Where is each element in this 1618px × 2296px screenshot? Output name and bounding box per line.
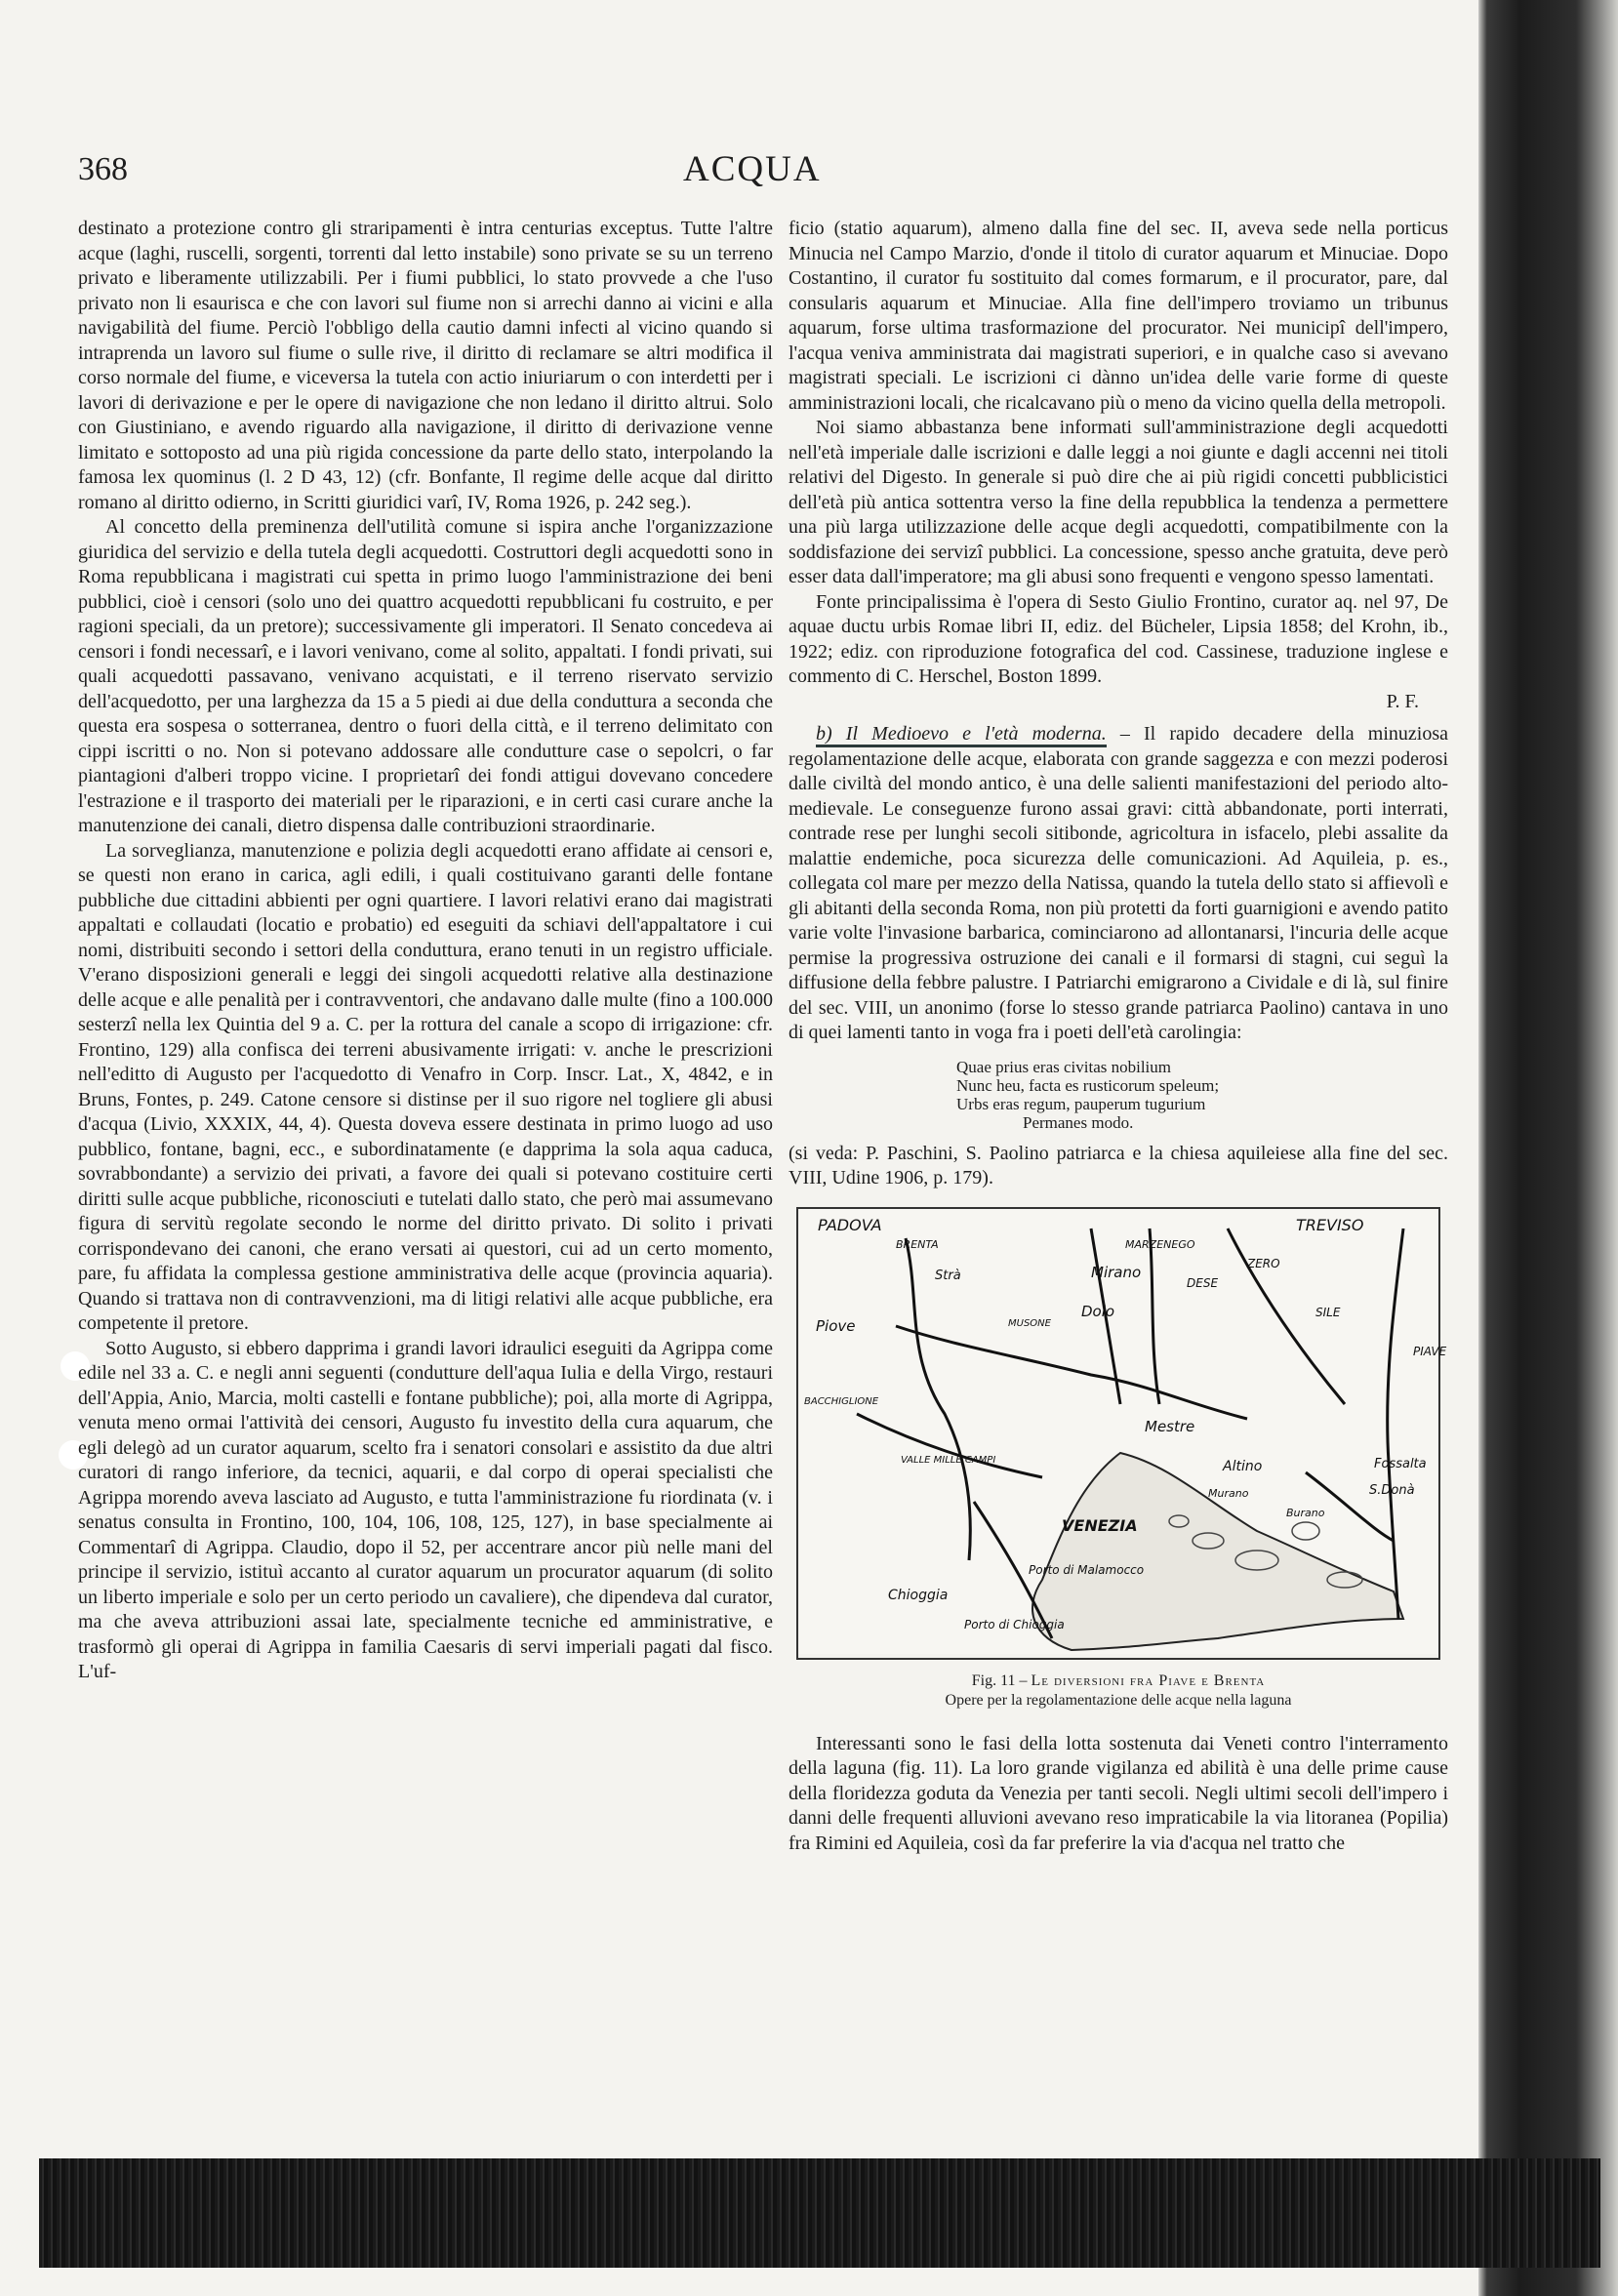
map-label-fossalta: Fossalta <box>1374 1456 1427 1471</box>
map-label-s-dona: S.Donà <box>1369 1482 1415 1498</box>
map-label-marzenego: MARZENEGO <box>1125 1237 1195 1251</box>
map-label-venezia: VENEZIA <box>1062 1515 1138 1535</box>
map-label-chioggia: Chioggia <box>888 1587 949 1603</box>
map-label-burano: Burano <box>1286 1506 1325 1519</box>
map-figure <box>796 1207 1447 1660</box>
map-label-porto-malamocco: Porto di Malamocco <box>1029 1562 1145 1577</box>
paragraph: ficio (statio aquarum), almeno dalla fine del sec. II, aveva sede nella porticus Minucia nel Campo Marzio, d'onde il titolo di curator aquarum et Minuciae. Dopo Costantino, il curator fu sostituito dal comes formarum, e il procurator, pare, dal consularis aquarum et Minuciae. Alla fine dell'impero troviamo un tribunus aquarum, forse ultima trasformazione del procurator. Nei municipî dell'impero, l'acqua veniva amministrata dai magistrati superiori, e in qualche caso si avevano magistrati speciali. Le iscrizioni ci dànno un'idea delle varie forme di queste amministrazioni locali, che ricalcavano più o meno da vicino quella della metropoli. <box>789 218 1448 414</box>
paragraph: Sotto Augusto, si ebbero dapprima i grandi lavori idraulici eseguiti da Agrippa come edile nel 33 a. C. e negli anni seguenti (condutture dell'aqua Iulia e della Virgo, restauri dell'Appia, Anio, Marcia, molti castelli e fontane pubbliche); poi, alla morte di Agrippa, venuta meno ormai l'attività dei censori, Augusto fu investito della cura aquarum, che egli delegò ad un curator aquarum, scelto fra i senatori consolari e assistito da due altri curatori di rango inferiore, da tecnici, aquarii, e dal corpo di operai specialisti che Agrippa morendo aveva lasciato ad Augusto, e tutta l'amministrazione fu riordinata (v. i senatus consulta in Frontino, 100, 104, 106, 108, 125, 127), in base specialmente ai Commentarî di Agrippa. Claudio, dopo il 52, per accentrare ancor più nelle mani del principe il servizio, istituì accanto al curator aquarum un procurator aquarum (di solito un liberto imperiale e solo per un certo periodo un cavaliere), che dipendeva dal curator, ma che aveva attribuzioni assai late, specialmente tecniche ed amministrative, e trasformò gli operai di Agrippa in familia Caesaris di servi imperiali pagati dal fisco. L'uf- <box>78 1337 773 1682</box>
map-label-dolo: Dolo <box>1081 1302 1115 1320</box>
figure-caption <box>789 1672 1448 1711</box>
scan-page-edge <box>1478 0 1618 2296</box>
caption-number: Fig. 11 – <box>971 1672 1028 1689</box>
paragraph: destinato a protezione contro gli straripamenti è intra centurias exceptus. Tutte l'altre acque (laghi, ruscelli, sorgenti, torrenti dal letto instabile) sono private se su un terreno privato e liberamente utilizzabili. Per i fiumi pubblici, lo stato provvede a che l'uso privato non li esaurisca e che con lavori sul fiume non si arrechi danno ai vicini e alla navigabilità del fiume. Perciò l'obbligo della cautio damni infecti al vicino quando si intraprenda un lavoro sul fiume o sulle rive, il diritto di reclamare se altri modifica il corso normale del fiume, e viceversa la tutela con actio iniuriarum o con interdetti per i lavori di derivazione e per le opere di navigazione che non ledano il diritto altrui. Solo con Giustiniano, e avendo riguardo alla navigazione, il diritto di derivazione venne limitato e sottoposto ad una più rigida concessione da parte dello stato, interpolando la famosa lex quominus (l. 2 D 43, 12) (cfr. Bonfante, Il regime delle acque dal diritto romano al diritto odierno, in Scritti giuridici varî, IV, Roma 1926, p. 242 seg.). <box>78 218 773 513</box>
map-label-porto-chioggia: Porto di Chioggia <box>964 1617 1065 1631</box>
map-label-muson: MUSONE <box>1008 1317 1051 1329</box>
paragraph: Interessanti sono le fasi della lotta sostenuta dai Veneti contro l'interramento della laguna (fig. 11). La loro grande vigilanza ed abilità è una delle prime cause della floridezza goduta da Venezia per tanti secoli. Negli ultimi secoli dell'impero i danni delle frequenti alluvioni avevano reso impraticabile la via litoranea (Popilia) fra Rimini ed Aquileia, così da far preferire la via d'acqua nel tratto che <box>789 1732 1448 1854</box>
scan-bottom-band <box>39 2158 1600 2268</box>
map-label-altino: Altino <box>1223 1458 1263 1474</box>
paragraph: Al concetto della preminenza dell'utilità comune si ispira anche l'organizzazione giuridica del servizio e della tutela degli acquedotti. Costruttori degli acquedotti sono in Roma repubblicana i magistrati cui spetta in primo luogo l'amministrazione dei beni pubblici, cioè i censori (solo uno dei quattro acquedotti repubblicani fu costruito, e per ragioni speciali, da un pretore); successivamente gli imperatori. Il Senato concedeva ai censori i fondi necessarî, e i lavori venivano, come al solito, appaltati. I fondi privati, sui quali acquedotti passavano, venivano acquistati, e il terreno riservato servizio dell'acquedotto, per una larghezza da 15 a 5 piedi ai due della conduttura a seconda che questa era sospesa o sotterranea, dentro o fuori della città, e il terreno delimitato con cippi iscritti o no. Non si potevano addossare alle condutture case o sepolcri, o far piantagioni d'alberi troppo vicine. I proprietarî dei fondi attigui dovevano concedere l'estrazione e il trasporto dei materiali per le riparazioni, e in certi casi curare anche la manutenzione dei canali, dietro dispensa dalle contribuzioni straordinarie. <box>78 516 773 836</box>
map-label-treviso: TREVISO <box>1296 1215 1364 1234</box>
section-paragraph: – Il rapido decadere della minuziosa regolamentazione delle acque, elaborata con grande saggezza e con mezzi poderosi dalle civiltà del mondo antico, è una delle salienti manifestazioni del periodo alto-medievale. Le conseguenze furono assai gravi: città abbandonate, porti interrati, contrade rese per lunghi secoli sitibonde, agricoltura in isfacelo, plebi assalite da malattie endemiche, poca sicurezza delle comunicazioni. Ad Aquileia, p. es., collegata col mare per mezzo della Natissa, quando la tutela dello stato si affievolì e gli abitanti della seconda Roma, non più protetti da forti guarnigioni e avendo patito varie volte l'invasione barbarica, cominciarono ad allontanarsi, l'incuria delle acque permise la progressiva ostruzione dei canali e il formarsi di stagni, cui seguì la diffusione della febbre palustre. I Patriarchi emigrarono a Cividale e di là, sul finire del sec. VIII, un anonimo (forse lo stesso grande patriarca Paolino) cantava in uno di quei lamenti tanto in voga fra i poeti dell'età carolingia: <box>789 723 1449 1043</box>
paragraph: La sorveglianza, manutenzione e polizia degli acquedotti erano affidate ai censori e, se questi non erano in carica, agli edili, i quali costituivano garanti delle fontane pubbliche due cittadini abbienti per ogni quartiere. I lavori relativi erano dai magistrati appaltati e collaudati (locatio e probatio) ed eseguiti da schiavi dell'appaltatore i cui nomi, distribuiti secondo i settori della conduttura, erano tenuti in un registro ufficiale. V'erano disposizioni generali e leggi dei singoli acquedotti relative alla destinazione delle acque e alle penalità per i contravventori, che andavano dalle multe (fino a 100.000 sesterzî nella lex Quintia del 9 a. C. per la rottura del canale a scopo di irrigazione: cfr. Frontino, 129) alla confisca dei terreni abusivamente irrigati: v. anche le prescrizioni nell'editto di Augusto per l'acquedotto di Venafro in Corp. Inscr. Lat., X, 4842, e in Bruns, Fontes, p. 249. Catone censore si distinse per il suo rigore nel togliere gli abusi d'acqua (Livio, XXXIX, 44, 4). Questa doveva essere destinata in primo luogo ad uso pubblico, fontane, bagni, ecc., e subordinatamente (e dapprima la sola aqua caduca, sovrabbondante) a servizio dei privati, a favore dei quali si potevano costituire certi diritti sulle acque pubbliche, riconosciuti e tutelati dallo stato, che però mai assumevano figura di servitù regolate secondo le norme del diritto privato. Di solito i privati corrispondevano dei canoni, che erano versati ai questori, cui ad un certo momento, pare, fu affidata la complessa gestione amministrativa delle acque (provincia aquaria). Quando si trattava non di contravvenzioni, ma di litigi relativi alle acque pubbliche, era competente il pretore. <box>78 839 773 1334</box>
map-label-stra: Strà <box>935 1268 961 1283</box>
right-column <box>789 217 1448 1856</box>
author-signature: P. F. <box>1386 690 1419 712</box>
latin-poem <box>956 1058 1448 1132</box>
poem-line: Urbs eras regum, pauperum tugurium <box>956 1094 1206 1113</box>
section-heading: b) Il Medioevo e l'età moderna. <box>816 723 1107 747</box>
caption-title: Le diversioni fra Piave e Brenta <box>1031 1672 1266 1689</box>
left-column <box>78 217 773 1685</box>
map-label-valle-millecampi: VALLE MILLE CAMPI <box>901 1454 996 1466</box>
map-label-mirano: Mirano <box>1091 1263 1142 1281</box>
map-label-murano: Murano <box>1208 1486 1249 1500</box>
map-label-padova: PADOVA <box>818 1215 882 1234</box>
map-label-zero: ZERO <box>1247 1256 1280 1270</box>
poem-line: Permanes modo. <box>1023 1112 1134 1132</box>
map-label-dese: DESE <box>1187 1275 1219 1290</box>
map-label-sile: SILE <box>1315 1305 1341 1319</box>
map-label-piave: PIAVE <box>1413 1344 1447 1358</box>
citation: (si veda: P. Paschini, S. Paolino patriarca e la chiesa aquileiese alla fine del sec. VIII, Udine 1906, p. 179). <box>789 1142 1448 1188</box>
page-number: 368 <box>78 151 128 187</box>
running-head: ACQUA <box>683 149 822 189</box>
caption-subtitle: Opere per la regolamentazione delle acque nella laguna <box>945 1691 1292 1709</box>
map-label-mestre: Mestre <box>1145 1417 1195 1435</box>
map-label-brenta: BRENTA <box>896 1237 939 1251</box>
map-label-piove: Piove <box>816 1316 856 1335</box>
map-label-bacchiglione: BACCHIGLIONE <box>804 1395 879 1407</box>
paragraph: Fonte principalissima è l'opera di Sesto Giulio Frontino, curator aq. nel 97, De aquae ductu urbis Romae libri II, ediz. del Bücheler, Lipsia 1858; del Krohn, ib., 1922; ediz. con riproduzione fotografica del cod. Cassinese, traduzione inglese e commento di C. Herschel, Boston 1899. <box>789 590 1448 687</box>
poem-line: Nunc heu, facta es rusticorum speleum; <box>956 1075 1220 1095</box>
lagoon-map <box>798 1209 1447 1654</box>
paragraph: Noi siamo abbastanza bene informati sull'amministrazione degli acquedotti nell'età imperiale dalle iscrizioni e dalle leggi a noi giunte e dagli accenni nei titoli relativi del Digesto. In generale si può dire che ai più rigidi concetti pubblicistici dell'età più antica sottentra verso la fine della repubblica la tendenza a permettere una più larga utilizzazione delle acque degli acquedotti, compatibilmente con la soddisfazione dei servizî pubblici. La concessione, spesso anche gratuita, deve però esser data dall'imperatore; ma gli abusi sono frequenti e vengono spesso lamentati. <box>789 417 1448 587</box>
poem-line: Quae prius eras civitas nobilium <box>956 1057 1172 1076</box>
